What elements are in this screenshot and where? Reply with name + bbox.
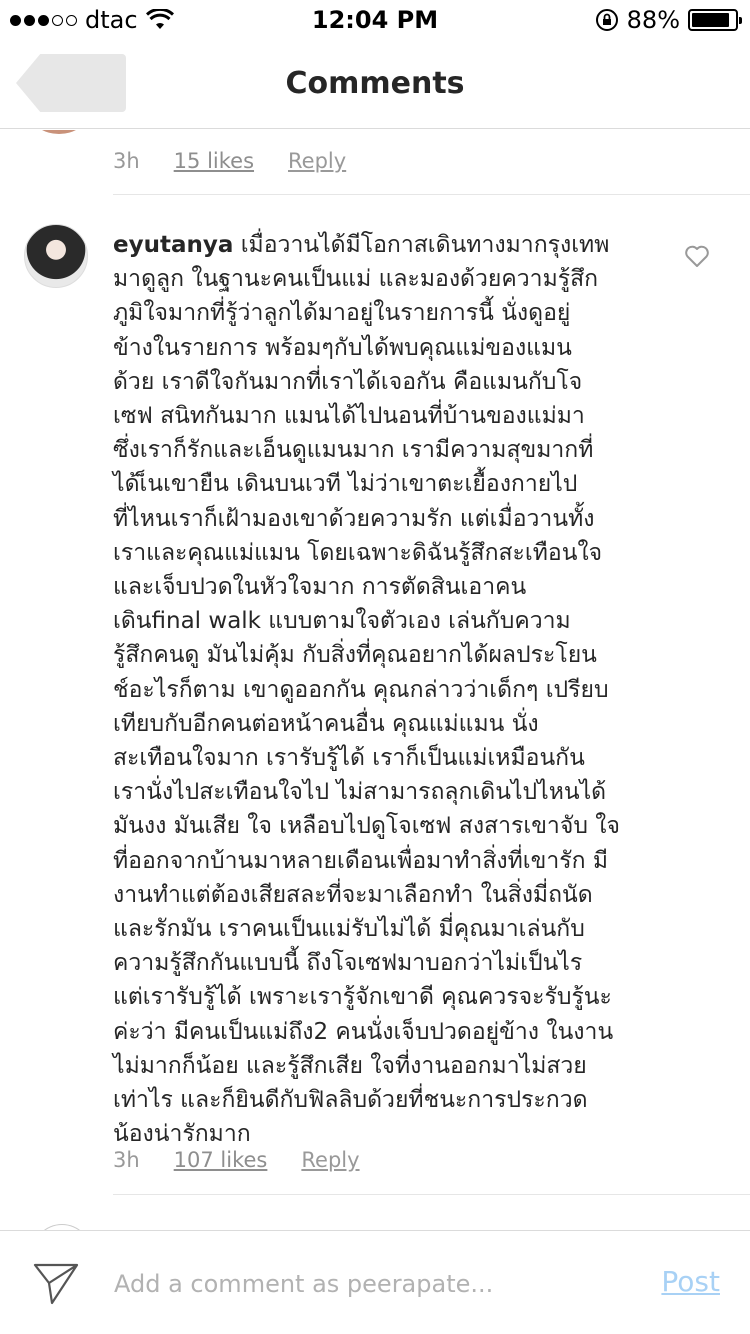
comment-input[interactable] (114, 1267, 614, 1301)
reply-button[interactable]: Reply (288, 149, 347, 173)
comment-divider (113, 1194, 750, 1195)
comment-line: ค่ะว่า มีคนเป็นแม่ถึง2 คนนั่งเจ็บปวดอยู่ข้าง ในงาน (113, 1018, 614, 1045)
signal-dot (38, 15, 49, 26)
reply-button[interactable]: Reply (301, 1148, 360, 1172)
comment-line: เราและคุณแม่แมน โดยเฉพาะดิฉันรู้สึกสะเทือนใจ (113, 539, 603, 566)
comment-meta (113, 1148, 360, 1172)
comment-line: เท่าไร และก็ยินดีกับฟิลลิบด้วยที่ชนะการประกวด (113, 1087, 588, 1114)
battery-level (692, 13, 729, 27)
comment-line: ข้างในรายการ พร้อมๆกับได้พบคุณแม่ของแมน (113, 334, 572, 361)
comment-line: ได้เ็นเขายืน เดินบนเวที ไม่ว่าเขาตะเยื้องกายไป (113, 471, 578, 498)
comment-line: งานทำแต่ต้องเสียสละที่จะมาเลือกทำ ในสิ่งมี่ถนัด (113, 881, 593, 908)
comment-username[interactable]: eyutanya (113, 232, 234, 258)
page-title: Comments (285, 66, 465, 101)
comment-line: ไม่มากก็น้อย และรู้สึกเสีย ใจที่งานออกมาไม่สวย (113, 1052, 587, 1079)
comment-timestamp: 3h (113, 149, 140, 173)
battery-percent: 88% (626, 6, 680, 34)
comment-line: ความรู้สึกกันแบบนี้ ถึงโจเซฟมาบอกว่าไม่เป็นไร (113, 950, 583, 977)
status-right (595, 6, 738, 34)
comment-line: แต่เรารับรู้ได้ เพราะเรารู้จักเขาดี คุณควรจะรับรู้นะ (113, 984, 612, 1011)
comment-line: เมื่อวานได้มีโอกาสเดินทางมากรุงเทพ (240, 232, 610, 258)
comment-line: ช์อะไรก็ตาม เขาดูออกกัน คุณกล่าวว่าเด็กๆ เปรียบ (113, 676, 609, 703)
status-bar (0, 0, 750, 40)
comment-line: ที่ไหนเราก็เฝ้ามองเขาด้วยความรัก แต่เมื่อวานทั้ง (113, 505, 595, 532)
status-left (10, 6, 174, 34)
comment-line: เรานั่งไปสะเทือนใจไป ไม่สามารถลุกเดินไปไหนได้ (113, 779, 607, 806)
comment-list[interactable] (0, 130, 750, 1230)
likes-count-link[interactable]: 107 likes (173, 1148, 268, 1172)
likes-count-link[interactable]: 15 likes (173, 149, 255, 173)
comment-line: มันงง มันเสีย ใจ เหลือบไปดูโจเซฟ สงสารเขาจับ ใจ (113, 813, 620, 840)
wifi-icon (146, 9, 174, 31)
comment-line: น้องน่ารักมาก (113, 1121, 251, 1148)
previous-comment-meta (113, 149, 346, 173)
avatar[interactable] (24, 224, 88, 288)
status-time: 12:04 PM (311, 6, 439, 34)
comment-line: เซฟ สนิทกันมาก แมนได้ไปนอนที่บ้านของแม่มา (113, 403, 585, 430)
comment-line: รู้สึกคนดู มันไม่คุ้ม กับสิ่งที่คุณอยากได้ผลประโยน (113, 642, 597, 669)
comment-line: และรักมัน เราคนเป็นแม่รับไม่ได้ มี่คุณมาเล่นกับ (113, 916, 585, 943)
comment-line: ที่ออกจากบ้านมาหลายเดือนเพื่อมาทำสิ่งที่เขารัก มี (113, 847, 608, 874)
signal-dot (66, 15, 77, 26)
signal-dot (52, 15, 63, 26)
rotation-lock-icon (595, 8, 619, 32)
previous-comment-avatar[interactable] (32, 130, 86, 134)
signal-strength-icon (10, 15, 77, 26)
signal-dot (10, 15, 21, 26)
comment-line: เดินfinal walk แบบตามใจตัวเอง เล่นกับความ (113, 608, 571, 635)
direct-send-icon[interactable] (32, 1261, 80, 1305)
signal-dot (24, 15, 35, 26)
comment-line: มาดูลูก ในฐานะคนเป็นแม่ และมองด้วยความรู้สึก (113, 266, 599, 293)
like-heart-icon[interactable] (684, 244, 710, 268)
comment-composer (0, 1230, 750, 1334)
comment-timestamp: 3h (113, 1148, 140, 1172)
comment-divider (113, 194, 750, 195)
comment-body (113, 228, 653, 1151)
comment-line: ภูมิใจมากที่รู้ว่าลูกได้มาอยู่ในรายการนี้ นั่งดูอยู่ (113, 300, 571, 327)
carrier-name: dtac (85, 6, 138, 34)
nav-bar (0, 40, 750, 129)
comment-line: เทียบกับอีกคนต่อหน้าคนอื่น คุณแม่แมน นั่ง (113, 710, 539, 737)
comment-line: ด้วย เราดีใจกันมากที่เราได้เจอกัน คือแมนกับโจ (113, 368, 583, 395)
comment-line: ซึ่งเราก็รักและเอ็นดูแมนมาก เรามีความสุขมากที่ (113, 437, 594, 464)
battery-icon (688, 9, 738, 31)
comment-line: สะเทือนใจมาก เรารับรู้ได้ เราก็เป็นแม่เหมือนกัน (113, 745, 585, 772)
post-button[interactable]: Post (661, 1265, 720, 1298)
comment-line: และเจ็บปวดในหัวใจมาก การตัดสินเอาคน (113, 574, 527, 601)
